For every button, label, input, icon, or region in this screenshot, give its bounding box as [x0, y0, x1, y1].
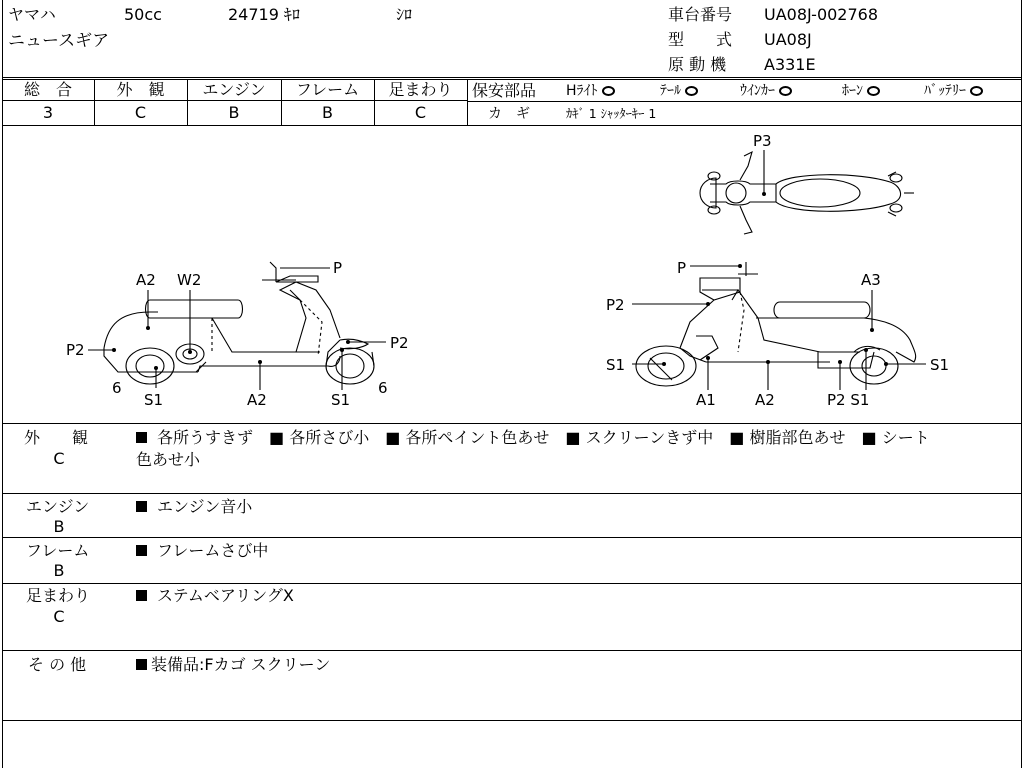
frame-no-label: 車台番号 [668, 5, 733, 24]
label-right-p2: P2 [606, 296, 625, 314]
safety-item-label: Hﾗｲﾄ [566, 83, 598, 99]
body-color: ｼﾛ [396, 5, 413, 24]
label-left-p: P [333, 259, 343, 277]
label-right-p: P [677, 259, 687, 277]
label-right-a3: A3 [861, 271, 881, 289]
label-left-a2: A2 [136, 271, 156, 289]
grade-frame-label: フレーム [295, 80, 360, 99]
remark-line: 装備品:Fカゴ スクリーン [151, 655, 331, 674]
safety-item-label: ｳｲﾝｶｰ [740, 83, 775, 99]
label-right-s1-front: S1 [606, 356, 626, 374]
label-right-a2: A2 [755, 391, 775, 409]
label-top-p3: P3 [753, 132, 772, 150]
grade-engine-value: B [228, 103, 240, 122]
grade-exterior-value: C [134, 103, 147, 122]
displacement: 50cc [124, 5, 162, 24]
remark-category-other: そ の 他 [28, 655, 87, 674]
label-left-w2: W2 [177, 271, 202, 289]
key-value: ｶｷﾞ 1 ｼｬｯﾀｰｷｰ 1 [566, 106, 657, 121]
remark-text-frame [136, 542, 268, 560]
key-label: カ ギ [488, 106, 530, 122]
grade-frame-value: B [322, 103, 333, 122]
remark-grade-exterior: C [53, 449, 65, 468]
engine-value: A331E [764, 55, 816, 74]
bullet-square-icon [136, 590, 147, 601]
leader-lines [88, 150, 926, 390]
safety-item-label: ﾊﾞｯﾃﾘｰ [924, 83, 966, 99]
remark-category-suspension: 足まわり [26, 586, 91, 605]
remark-line: ステムベアリングX [157, 586, 294, 605]
remark-grade-engine: B [53, 517, 65, 536]
type-label: 型 式 [668, 30, 733, 49]
label-right-s1-rear: S1 [930, 356, 950, 374]
remark-line: 各所うすきず ■ 各所さび小 ■ 各所ペイント色あせ ■ スクリーンきず中 ■ 樹脂部色あせ ■ シート [157, 428, 930, 447]
label-left-p2-front: P2 [66, 341, 85, 359]
remark-text-engine [136, 498, 252, 516]
label-left-6-rear: 6 [378, 379, 388, 397]
remark-text-suspension [136, 587, 294, 605]
bullet-square-icon [136, 501, 147, 512]
remark-line: エンジン音小 [157, 497, 253, 516]
label-left-s1-rear: S1 [331, 391, 351, 409]
remark-grade-suspension: C [53, 607, 65, 626]
safety-item-label: ﾃｰﾙ [660, 83, 681, 99]
label-left-p2-rear: P2 [390, 334, 409, 352]
remark-text-other [136, 656, 330, 674]
bullet-square-icon [136, 659, 147, 670]
frame-no: UA08J-002768 [764, 5, 879, 24]
grade-overall-value: 3 [42, 103, 54, 122]
bullet-square-icon [136, 545, 147, 556]
maker: ヤマハ [8, 5, 56, 24]
safety-parts-title: 保安部品 [472, 81, 537, 100]
label-right-a1: A1 [696, 391, 716, 409]
model-name: ニュースギア [8, 31, 110, 51]
bullet-square-icon [136, 432, 147, 443]
remark-line: フレームさび中 [157, 541, 269, 560]
mileage: 24719 ｷﾛ [228, 5, 300, 24]
grade-overall-label: 総 合 [23, 80, 72, 99]
grade-suspension-value: C [414, 103, 427, 122]
safety-item-label: ﾎｰﾝ [842, 83, 863, 99]
grade-suspension-label: 足まわり [388, 80, 453, 99]
grade-exterior-label: 外 観 [116, 80, 165, 99]
type-value: UA08J [764, 30, 812, 49]
damage-points [112, 192, 888, 370]
label-left-6-front: 6 [112, 379, 122, 397]
remark-category-exterior: 外 観 [24, 428, 89, 447]
grade-engine-label: エンジン [202, 80, 266, 99]
label-left-s1-front: S1 [144, 391, 164, 409]
remark-grade-frame: B [53, 561, 65, 580]
label-right-p2-s1: P2 S1 [827, 391, 870, 409]
remark-text-exterior-2: 色あせ小 [136, 450, 201, 469]
remark-category-engine: エンジン [26, 497, 90, 516]
remark-category-frame: フレーム [26, 541, 90, 560]
scooter-top-view [700, 152, 914, 234]
engine-label: 原 動 機 [668, 55, 727, 74]
label-left-a2-bottom: A2 [247, 391, 267, 409]
remark-text-exterior [136, 429, 930, 447]
